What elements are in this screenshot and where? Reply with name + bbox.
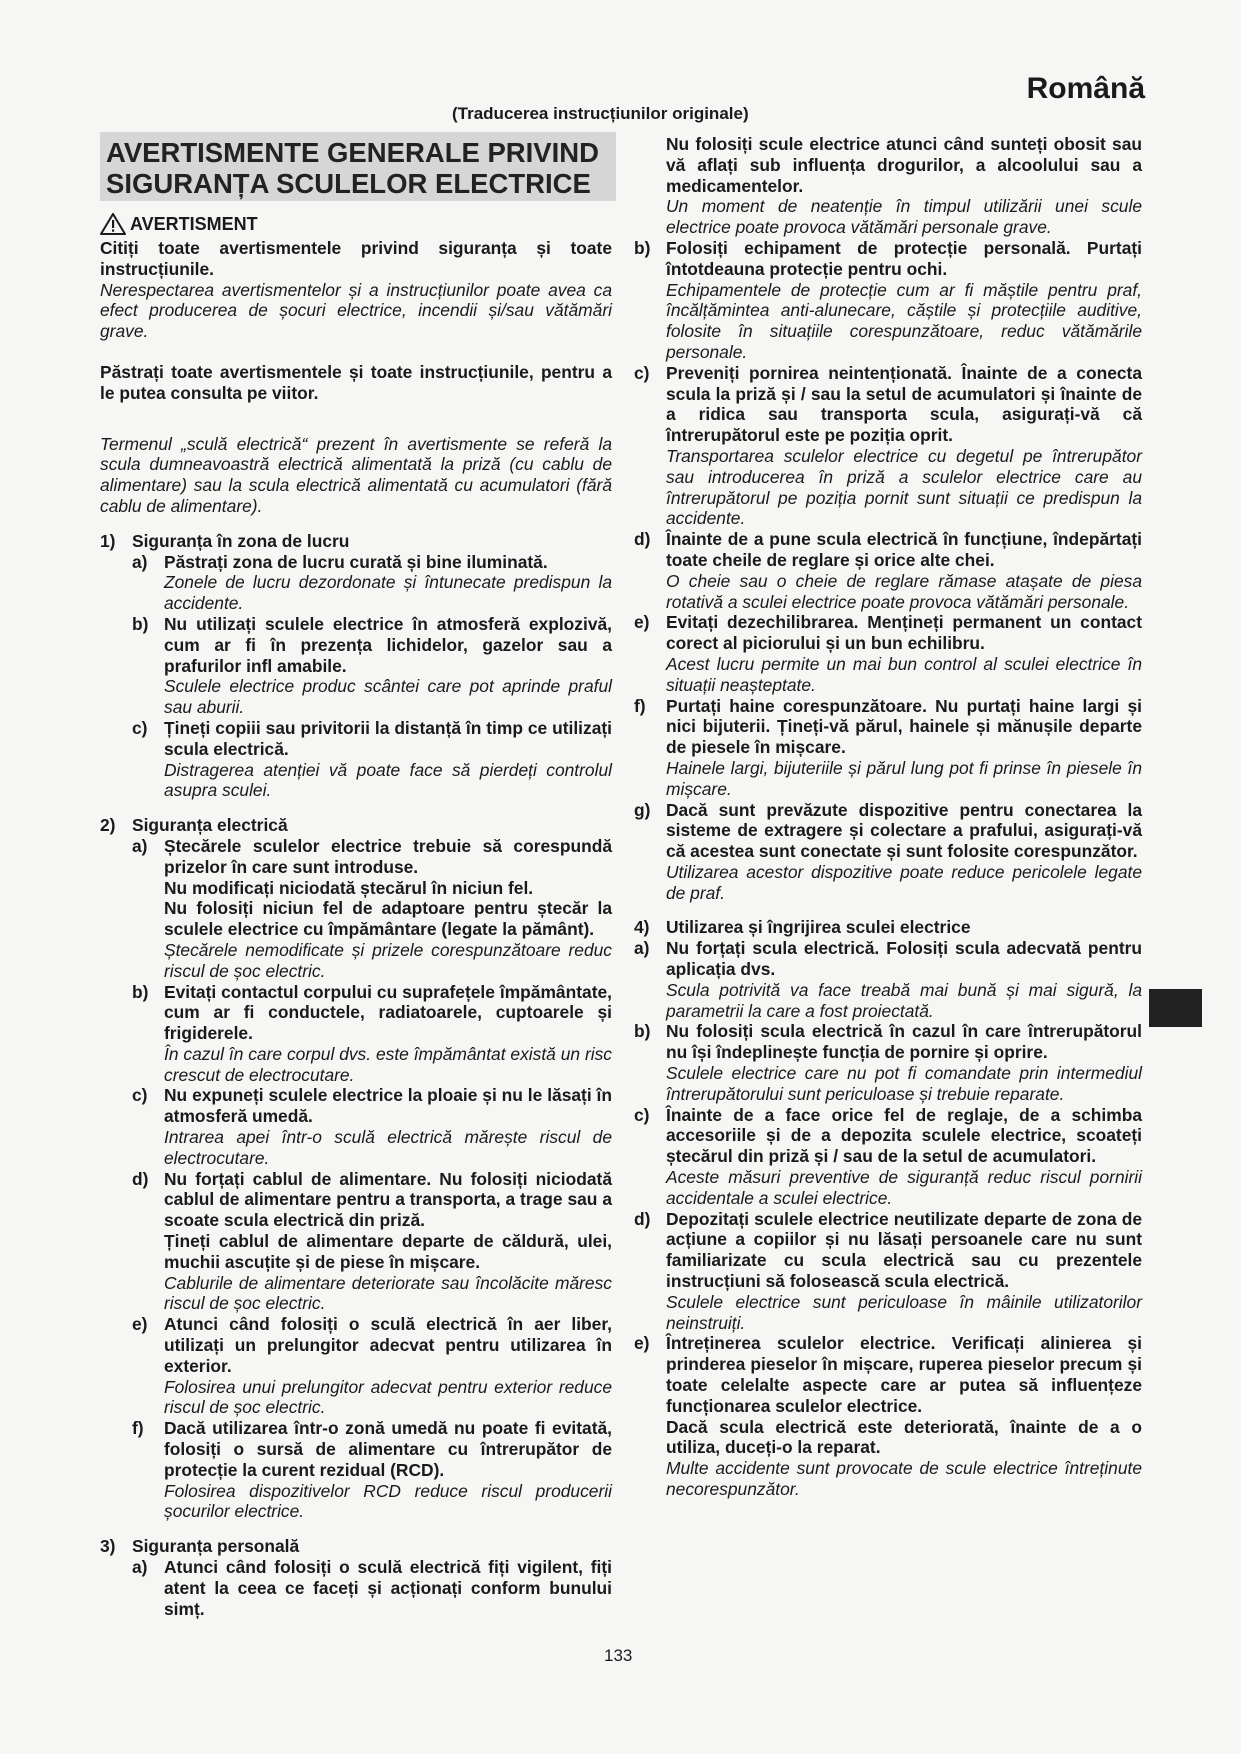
- keep-instructions: Păstrați toate avertismentele și toate instrucțiunile, pentru a le putea consulta pe viitor.: [100, 361, 612, 403]
- list-item: e) Întreținerea sculelor electrice. Verificați alinierea și prinderea pieselor în mișcare, ruperea pieselor precum și toate celelalte aspecte care ar putea să influențeze funcționarea sculelor electrice. Dacă scula electrică este deteriorată, înainte de a o utiliza, duceți-o la reparat. Multe accidente sunt provocate de scule electrice întreținute necorespunzător.: [634, 1333, 1142, 1499]
- section-1-heading: 1) Siguranța în zona de lucru: [100, 530, 350, 551]
- language-tab-marker: [1149, 989, 1202, 1027]
- list-item: e) Evitați dezechilibrarea. Mențineți permanent un contact corect al piciorului și un bun echilibru. Acest lucru permite un mai bun control al sculei electrice în situații neașteptate.: [634, 612, 1142, 695]
- list-item: a) Ștecărele sculelor electrice trebuie să corespundă prizelor în care sunt introduse. Nu modificați niciodată ștecărul în niciun fel. Nu folosiți niciun fel de adaptoare pentru ștecăr la sculele electrice cu împământare (legate la pământ). Ștecărele nemodificate și prizele corespunzătoare reduc riscul de șoc electric.: [132, 835, 612, 981]
- list-item: a) Atunci când folosiți o sculă electrică fiți vigilent, fiți atent la ceea ce faceți și acționați conform bunului simț.: [132, 1557, 612, 1619]
- list-item: b) Nu utilizați sculele electrice în atmosferă explozivă, cum ar fi în prezența lichidelor, gazelor sau a prafurilor infl amabile. Sculele electrice produc scântei care pot aprinde praful sau aburii.: [132, 613, 612, 718]
- list-item: c) Preveniți pornirea neintenționată. Înainte de a conecta scula la priză și / sau la setul de acumulatori și înainte de a ridica sau transporta scula, asigurați-vă că întrerupătorul este pe poziția oprit. Transportarea sculelor electrice cu degetul pe întrerupător sau introducerea în priză a sculelor electrice care au întrerupătorul pe poziția pornit sunt situații ce predispun la accidente.: [634, 362, 1142, 529]
- left-column: [100, 132, 612, 1619]
- warning-heading: [100, 213, 612, 235]
- section-3-heading: 3) Siguranța personală: [100, 1536, 300, 1557]
- title-line-1: AVERTISMENTE GENERALE PRIVIND: [106, 137, 600, 168]
- list-item: b) Nu folosiți scula electrică în cazul în care întrerupătorul nu își îndeplinește funcția de pornire și oprire. Sculele electrice care nu pot fi comandate prin intermediul întrerupătorului sunt periculoase și trebuie reparate.: [634, 1021, 1142, 1104]
- language-label: Română: [1026, 72, 1145, 105]
- list-item: c) Țineți copiii sau privitorii la distanță în timp ce utilizați scula electrică. Distragerea atenției vă poate face să pierdeți controlul asupra sculei.: [132, 717, 612, 801]
- read-all-warning: Citiți toate avertismentele privind siguranța și toate instrucțiunile.: [100, 238, 612, 279]
- page-number: 133: [604, 1646, 633, 1665]
- list-item: a) Păstrați zona de lucru curată și bine iluminată. Zonele de lucru dezordonate și întunecate predispun la accidente.: [132, 551, 612, 614]
- list-item: f) Purtați haine corespunzătoare. Nu purtați haine largi și nici bijuterii. Țineți-vă părul, hainele și mănușile departe de piesele în mișcare. Hainele largi, bijuteriile și părul lung pot fi prinse în piesele în mișcare.: [634, 695, 1142, 799]
- list-item: d) Depozitați sculele electrice neutilizate departe de zona de acțiune a copiilor și nu lăsați persoanele care nu sunt familiarizate cu scula electrică sau cu prezentele instrucțiuni să folosească scula electrică. Sculele electrice sunt periculoase în mâinile utilizatorilor neinstruiți.: [634, 1208, 1142, 1333]
- section-4-heading: 4) Utilizarea și îngrijirea sculei electrice: [634, 917, 971, 938]
- warning-label: AVERTISMENT: [130, 213, 258, 234]
- title-line-2: SIGURANȚA SCULELOR ELECTRICE: [106, 168, 591, 199]
- list-item: b) Evitați contactul corpului cu suprafețele împământate, cum ar fi conductele, radiatoarele, cuptoarele și frigiderele. În cazul în care corpul dvs. este împământat există un risc crescut de electrocutare.: [132, 981, 612, 1085]
- list-item: c) Nu expuneți sculele electrice la ploaie și nu le lăsați în atmosferă umedă. Intrarea apei într-o sculă electrică mărește riscul de electrocutare.: [132, 1085, 612, 1168]
- list-item: c) Înainte de a face orice fel de reglaje, de a schimba accesoriile și de a depozita sculele electrice, scoateți ștecărul din priză și / sau de la setul de acumulatori. Aceste măsuri preventive de siguranță reduc riscul pornirii accidentale a sculei electrice.: [634, 1104, 1142, 1208]
- term-definition: Termenul „sculă electrică“ prezent în avertismente se referă la scula dumneavoastră electrică alimentată la priză (cu cablu de alimentare) sau la scula electrică alimentată cu acumulatori (fără cablu de alimentare).: [100, 433, 612, 516]
- warning-triangle-icon: [100, 213, 126, 235]
- consequence-text: Nerespectarea avertismentelor și a instrucțiunilor poate avea ca efect producerea de șocuri electrice, incendii și/sau vătămări grave.: [100, 279, 612, 342]
- section-2-heading: 2) Siguranța electrică: [100, 815, 288, 836]
- section-title-box: [100, 132, 616, 201]
- section-3a-continued: Nu folosiți scule electrice atunci când sunteți obosit sau vă aflați sub influența drogurilor, a alcoolului sau a medicamentelor.: [666, 134, 1142, 196]
- list-item: d) Înainte de a pune scula electrică în funcțiune, îndepărtați toate cheile de reglare și orice alte chei. O cheie sau o cheie de reglare rămase atașate de piesa rotativă a sculei electrice poate provoca vătămări personale.: [634, 529, 1142, 612]
- list-item: d) Nu forțați cablul de alimentare. Nu folosiți niciodată cablul de alimentare pentru a transporta, a trage sau a scoate scula electrică din priză. Țineți cablul de alimentare departe de căldură, ulei, muchii ascuțite și de piese în mișcare. Cablurile de alimentare deteriorate sau încolăcite măresc riscul de șoc electric.: [132, 1168, 612, 1314]
- list-item: a) Nu forțați scula electrică. Folosiți scula adecvată pentru aplicația dvs. Scula potrivită va face treabă mai bună și mai sigură, la parametrii la care a fost proiectată.: [634, 938, 1142, 1021]
- list-item: f) Dacă utilizarea într-o zonă umedă nu poate fi evitată, folosiți o sursă de alimentare cu întrerupător de protecție la curent rezidual (RCD). Folosirea dispozitivelor RCD reduce riscul producerii șocurilor electrice.: [132, 1418, 612, 1522]
- right-column: Nu folosiți scule electrice atunci când sunteți obosit sau vă aflați sub influența drogurilor, a alcoolului sau a medicamentelor. Un moment de neatenție în timpul utilizării unei scule electrice poate provoca vătămări personale grave. b) Folosiți echipament de protecție personală. Purtați întotdeauna protecție pentru ochi. Echipamentele de protecție cum ar fi măștile pentru praf, încălțămintea anti-alunecare, căștile și protecțiile auditive, folosite în situațiile corespunzătoare, reduc vătămările personale. c) Preveniți pornirea neintenționată. Înainte de a conecta scula la priză și / sau la setul de acumulatori și înainte de a ridica sau transporta scula, asigurați-vă că întrerupătorul este pe poziția oprit. Transportarea sculelor electrice cu degetul pe întrerupător sau introducerea în priză a sculelor electrice care au întrerupătorul pe poziția pornit sunt situații ce predispun la accidente. d) Înainte de a pune scula electrică în funcțiune, îndepărtați toate cheile de reglare și orice alte chei. O cheie sau o cheie de reglare rămase atașate de piesa rotativă a sculei electrice poate provoca vătămări personale. e) Evitați dezechilibrarea. Mențineți permanent un contact corect al piciorului și un bun echilibru. Acest lucru permite un mai bun control al sculei electrice în situații neașteptate. f) Purtați haine corespunzătoare. Nu purtați haine largi și nici bijuterii. Țineți-vă părul, hainele și mănușile departe de piesele în mișcare. Hainele largi, bijuteriile și părul lung pot fi prinse în piesele în mișcare. g) Dacă sunt prevăzute dispozitive pentru conectarea la sisteme de extragere și colectare a prafului, asigurați-vă că acestea sunt conectate și sunt folosite corespunzător. Utilizarea acestor dispozitive poate reduce pericolele legate de praf. 4) Utilizarea și îngrijirea sculei electrice a) Nu forțați scula electrică. Folosiți scula adecvată pentru aplicația dvs. Scula potrivită va face treabă mai bună și mai sigură, la parametrii la care a fost proiectată. b) Nu folosiți scula electrică în cazul în care întrerupătorul nu își îndeplinește funcția de pornire și oprire. Sculele electrice care nu pot fi comandate prin intermediul întrerupătorului sunt periculoase și trebuie reparate. c) Înainte de a face orice fel de reglaje, de a schimba accesoriile și de a depozita sculele electrice, scoateți ștecărul din priză și / sau de la setul de acumulatori. Aceste măsuri preventive de siguranță reduc riscul pornirii accidentale a sculei electrice. d) Depozitați sculele electrice neutilizate departe de zona de acțiune a copiilor și nu lăsați persoanele care nu sunt familiarizate cu scula electrică sau cu prezentele instrucțiuni să folosească scula electrică. Sculele electrice sunt periculoase în mâinile utilizatorilor neinstruiți. e) Întreținerea sculelor electrice. Verificați alinierea și prinderea pieselor în mișcare, ruperea pieselor precum și toate celelalte aspecte care ar putea să influențeze funcționarea sculelor electrice. Dacă scula electrică este deteriorată, înainte de a o utiliza, duceți-o la reparat. Multe accidente sunt provocate de scule electrice întreținute necorespunzător.: [634, 134, 1142, 1499]
- list-item: g) Dacă sunt prevăzute dispozitive pentru conectarea la sisteme de extragere și colectare a prafului, asigurați-vă că acestea sunt conectate și sunt folosite corespunzător. Utilizarea acestor dispozitive poate reduce pericolele legate de praf.: [634, 799, 1142, 903]
- list-item: b) Folosiți echipament de protecție personală. Purtați întotdeauna protecție pentru ochi. Echipamentele de protecție cum ar fi măștile pentru praf, încălțămintea anti-alunecare, căștile și protecțiile auditive, folosite în situațiile corespunzătoare, reduc vătămările personale.: [634, 237, 1142, 362]
- list-item: e) Atunci când folosiți o sculă electrică în aer liber, utilizați un prelungitor adecvat pentru utilizarea în exterior. Folosirea unui prelungitor adecvat pentru exterior reduce riscul de șoc electric.: [132, 1314, 612, 1418]
- translation-subtitle: (Traducerea instrucțiunilor originale): [452, 104, 749, 123]
